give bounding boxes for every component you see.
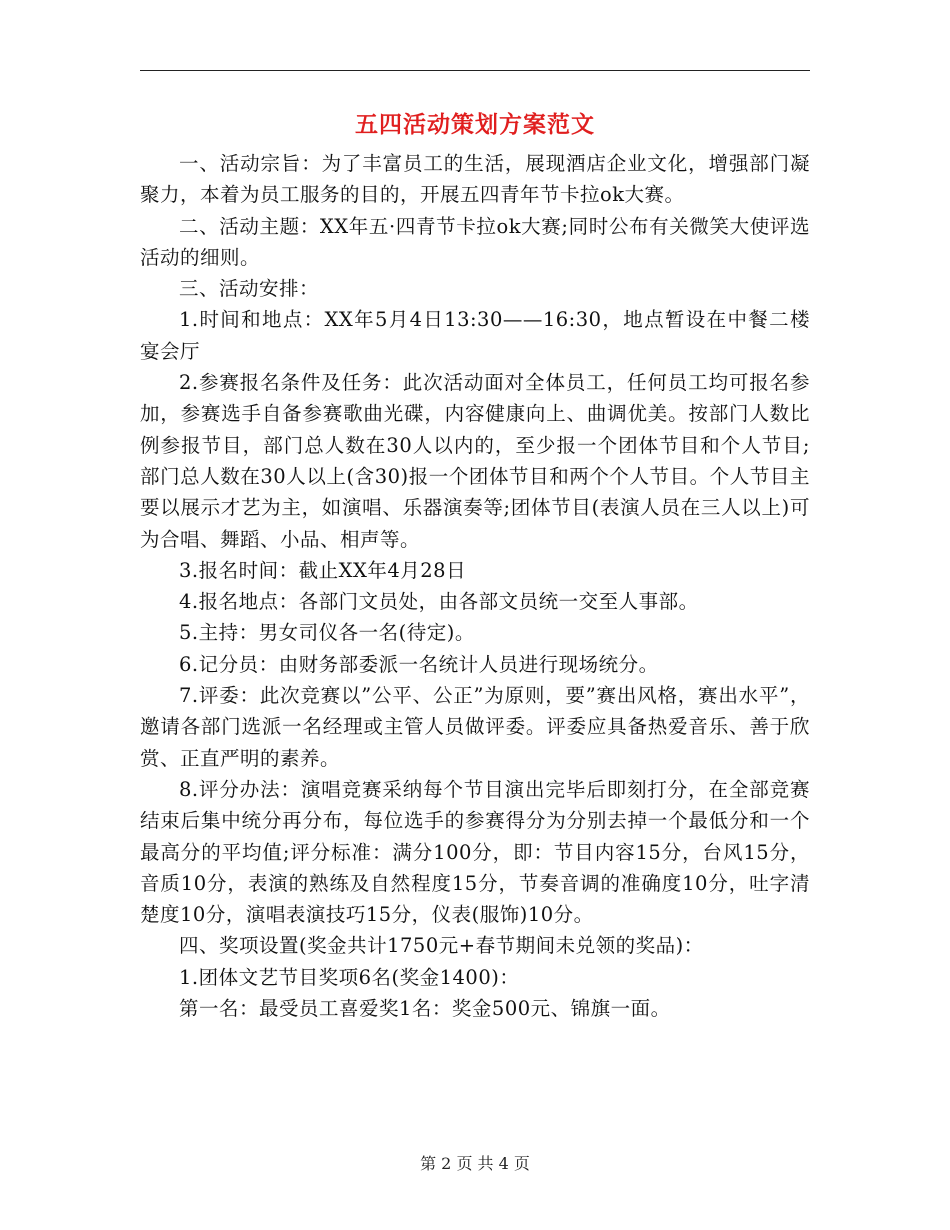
paragraph-time-location: 1.时间和地点：XX年5月4日13:30——16:30，地点暂设在中餐二楼宴会厅 bbox=[140, 308, 810, 363]
paragraph-arrangement-heading: 三、活动安排： bbox=[179, 277, 320, 301]
paragraph-awards-heading: 四、奖项设置(奖金共计1750元+春节期间未兑领的奖品)： bbox=[179, 934, 704, 958]
paragraph-scorekeeper: 6.记分员：由财务部委派一名统计人员进行现场统分。 bbox=[179, 652, 659, 676]
paragraph-theme: 二、活动主题：XX年五·四青节卡拉ok大赛;同时公布有关微笑大使评选活动的细则。 bbox=[140, 214, 810, 269]
header-rule bbox=[140, 70, 810, 71]
paragraph-scoring-method: 8.评分办法：演唱竞赛采纳每个节目演出完毕后即刻打分，在全部竞赛结束后集中统分再分布，每位选手的参赛得分为分别去掉一个最低分和一个最高分的平均值;评分标准：满分100分，即：节目内容15分，台风15分，音质10分，表演的熟练及自然程度15分，节奏音调的准确度10分，吐字清楚度10分，演唱表演技巧15分，仪表(服饰)10分。 bbox=[140, 777, 810, 927]
paragraph-registration-location: 4.报名地点：各部门文员处，由各部文员统一交至人事部。 bbox=[179, 590, 699, 614]
paragraph-group-awards: 1.团体文艺节目奖项6名(奖金1400)： bbox=[179, 965, 520, 989]
paragraph-host: 5.主持：男女司仪各一名(待定)。 bbox=[179, 621, 475, 645]
document-title: 五四活动策划方案范文 bbox=[355, 111, 595, 138]
paragraph-registration-conditions: 2.参赛报名条件及任务：此次活动面对全体员工，任何员工均可报名参加，参赛选手自备参赛歌曲光碟，内容健康向上、曲调优美。按部门人数比例参报节目，部门总人数在30人以内的，至少报一个团体节目和个人节目;部门总人数在30人以上(含30)报一个团体节目和两个个人节目。个人节目主要以展示才艺为主，如演唱、乐器演奏等;团体节目(表演人员在三人以上)可为合唱、舞蹈、小品、相声等。 bbox=[140, 371, 810, 551]
document-body bbox=[140, 148, 810, 1024]
paragraph-first-prize: 第一名：最受员工喜爱奖1名：奖金500元、锦旗一面。 bbox=[179, 997, 671, 1021]
page-number: 第 2 页 共 4 页 bbox=[420, 1154, 530, 1173]
paragraph-purpose: 一、活动宗旨：为了丰富员工的生活，展现酒店企业文化，增强部门凝聚力，本着为员工服务的目的，开展五四青年节卡拉ok大赛。 bbox=[140, 152, 810, 207]
paragraph-registration-time: 3.报名时间：截止XX年4月28日 bbox=[179, 558, 467, 582]
paragraph-judges: 7.评委：此次竞赛以”公平、公正”为原则，要”赛出风格，赛出水平”，邀请各部门选派一名经理或主管人员做评委。评委应具备热爱音乐、善于欣赏、正直严明的素养。 bbox=[140, 684, 810, 770]
